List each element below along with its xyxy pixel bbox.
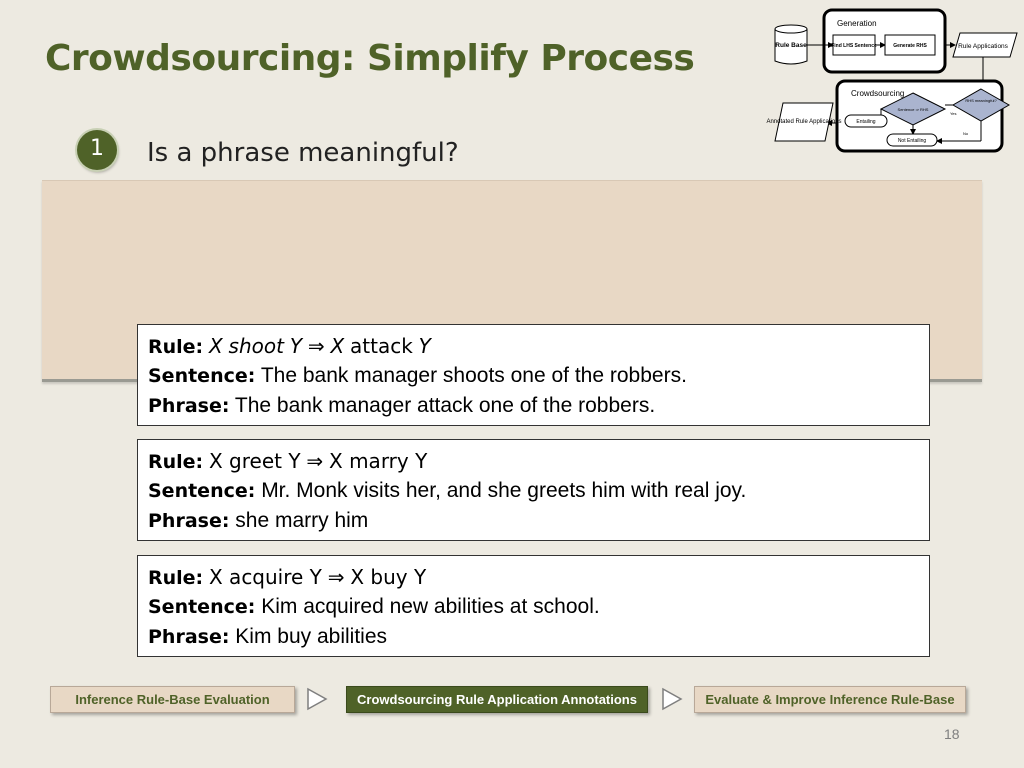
rule-label: Rule:	[148, 451, 204, 473]
nav-arrow-icon	[305, 687, 329, 711]
rule-rhs: X buy Y	[350, 565, 427, 589]
phrase-line	[148, 506, 919, 536]
nav-step-rule-base-evaluation[interactable]: Inference Rule-Base Evaluation	[50, 686, 295, 713]
rule-arrow: ⇒	[327, 565, 345, 589]
not-entailing-label: Not Entailing	[897, 138, 927, 144]
rule-y1: Y	[289, 334, 303, 358]
rule-line	[148, 446, 919, 476]
nav-step-crowdsourcing[interactable]: Crowdsourcing Rule Application Annotations	[346, 686, 648, 713]
rule-pred2: attack	[350, 334, 413, 358]
rule-label: Rule:	[148, 336, 204, 358]
rule-label: Rule:	[148, 567, 204, 589]
sentence-text: Kim acquired new abilities at school.	[261, 595, 600, 618]
rule-applications-label: Rule Applications	[958, 43, 1008, 50]
sentence-label: Sentence:	[148, 365, 256, 387]
slide-title: Crowdsourcing: Simplify Process	[45, 38, 695, 79]
entailing-label: Entailing	[856, 119, 876, 125]
sentence-line	[148, 361, 919, 391]
phrase-label: Phrase:	[148, 510, 230, 532]
phrase-text: she marry him	[235, 509, 369, 532]
rule-lhs: X acquire Y	[209, 565, 322, 589]
nav-arrow-icon	[660, 687, 684, 711]
sentence-line	[148, 476, 919, 506]
diagram-yes: Yes	[950, 111, 957, 116]
phrase-line	[148, 391, 919, 421]
find-lhs-label: Find LHS Sentence	[831, 43, 877, 49]
example-box-1	[137, 324, 930, 426]
step-number-badge: 1	[77, 130, 117, 170]
rhs-meaningful-label: RHS meaningful?	[965, 98, 997, 103]
rule-arrow: ⇒	[307, 334, 325, 358]
sentence-label: Sentence:	[148, 596, 256, 618]
phrase-label: Phrase:	[148, 395, 230, 417]
example-box-2	[137, 439, 930, 541]
sentence-rhs-label: Sentence ⇒ RHS	[897, 107, 929, 112]
phrase-label: Phrase:	[148, 626, 230, 648]
process-diagram	[765, 5, 1020, 155]
diagram-no: No	[963, 131, 969, 136]
rule-pred1: shoot	[228, 334, 284, 358]
generate-rhs-label: Generate RHS	[893, 43, 927, 49]
question-text: Is a phrase meaningful?	[147, 138, 459, 168]
rule-line	[148, 331, 919, 361]
rule-x2: X	[330, 334, 345, 358]
rule-line	[148, 562, 919, 592]
sentence-text: The bank manager shoots one of the robbers.	[260, 364, 687, 387]
example-box-3	[137, 555, 930, 657]
rule-base-label: Rule Base	[775, 42, 807, 49]
rule-lhs: X greet Y	[209, 449, 301, 473]
phrase-text: Kim buy abilities	[235, 625, 388, 648]
page-number: 18	[944, 726, 960, 742]
phrase-text: The bank manager attack one of the robbers.	[234, 394, 656, 417]
sentence-text: Mr. Monk visits her, and she greets him with real joy.	[261, 479, 747, 502]
phrase-line	[148, 622, 919, 652]
nav-step-evaluate-improve[interactable]: Evaluate & Improve Inference Rule-Base	[694, 686, 966, 713]
sentence-label: Sentence:	[148, 480, 256, 502]
rule-rhs: X marry Y	[329, 449, 428, 473]
annotated-rule-apps-label: Annotated Rule Applications	[766, 119, 842, 125]
rule-x1: X	[209, 334, 223, 358]
generation-label: Generation	[837, 19, 877, 28]
rule-y2: Y	[418, 334, 431, 358]
crowdsourcing-label: Crowdsourcing	[851, 89, 905, 98]
rule-arrow: ⇒	[306, 449, 324, 473]
sentence-line	[148, 592, 919, 622]
